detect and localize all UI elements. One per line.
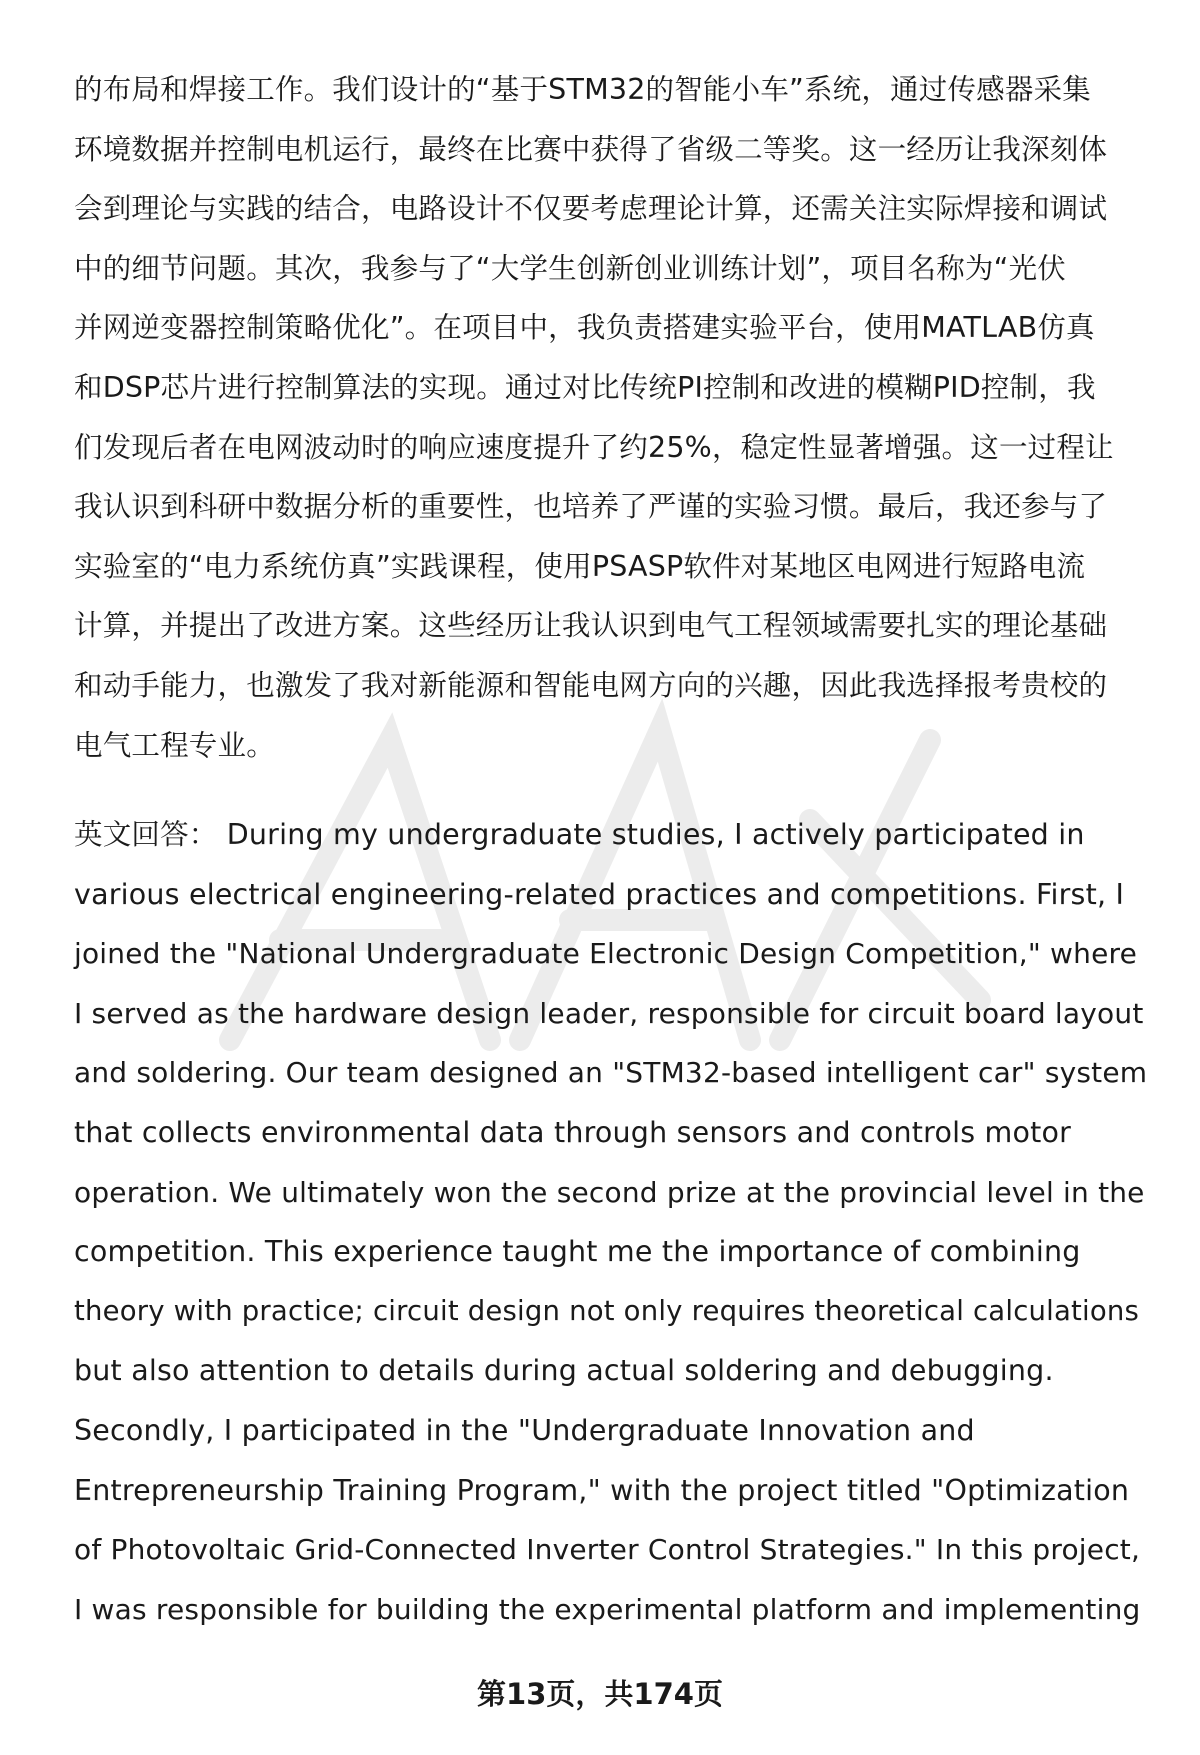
text-line: I served as the hardware design leader, responsible for circuit board layout [74, 996, 1144, 1030]
text-line: 实验室的“电力系统仿真”实践课程，使用PSASP软件对某地区电网进行短路电流 [74, 549, 1086, 583]
text-line: joined the "National Undergraduate Electronic Design Competition," where [74, 937, 1138, 971]
text-line: I was responsible for building the experimental platform and implementing [74, 1592, 1141, 1626]
text-line: and soldering. Our team designed an "STM32-based intelligent car" system [74, 1056, 1148, 1090]
text-line: 计算，并提出了改进方案。这些经历让我认识到电气工程领域需要扎实的理论基础 [74, 609, 1108, 643]
text-line: 和动手能力，也激发了我对新能源和智能电网方向的兴趣，因此我选择报考贵校的 [74, 668, 1108, 702]
text-line: 环境数据并控制电机运行，最终在比赛中获得了省级二等奖。这一经历让我深刻体 [74, 132, 1108, 166]
text-line: competition. This experience taught me the importance of combining [74, 1235, 1081, 1269]
text-line: 们发现后者在电网波动时的响应速度提升了约25%，稳定性显著增强。这一过程让 [74, 430, 1114, 464]
text-line: Secondly, I participated in the "Undergraduate Innovation and [74, 1413, 975, 1447]
page-number-footer: 第13页，共174页 [477, 1677, 723, 1711]
chinese-answer-paragraph [74, 60, 1154, 775]
english-answer-paragraph [74, 805, 1154, 1639]
text-line: various electrical engineering-related practices and competitions. First, I [74, 877, 1125, 911]
text-line: Entrepreneurship Training Program," with the project titled "Optimization [74, 1473, 1130, 1507]
text-line: 中的细节问题。其次，我参与了“大学生创新创业训练计划”，项目名称为“光伏 [74, 251, 1066, 285]
text-line: 电气工程专业。 [74, 728, 275, 762]
text-line: 我认识到科研中数据分析的重要性，也培养了严谨的实验习惯。最后，我还参与了 [74, 490, 1108, 524]
text-line: that collects environmental data through sensors and controls motor [74, 1115, 1072, 1149]
text-line: 英文回答： During my undergraduate studies, I actively participated in [74, 818, 1085, 851]
text-line: 和DSP芯片进行控制算法的实现。通过对比传统PI控制和改进的模糊PID控制，我 [74, 370, 1096, 404]
text-line: operation. We ultimately won the second prize at the provincial level in the [74, 1175, 1145, 1209]
text-line: 并网逆变器控制策略优化”。在项目中，我负责搭建实验平台，使用MATLAB仿真 [74, 311, 1095, 345]
text-line: 会到理论与实践的结合，电路设计不仅要考虑理论计算，还需关注实际焊接和调试 [74, 192, 1108, 226]
text-line: 的布局和焊接工作。我们设计的“基于STM32的智能小车”系统，通过传感器采集 [74, 73, 1091, 106]
text-line: of Photovoltaic Grid-Connected Inverter Control Strategies." In this project, [74, 1533, 1141, 1567]
text-line: but also attention to details during actual soldering and debugging. [74, 1354, 1054, 1388]
text-line: theory with practice; circuit design not only requires theoretical calculations [74, 1294, 1140, 1327]
